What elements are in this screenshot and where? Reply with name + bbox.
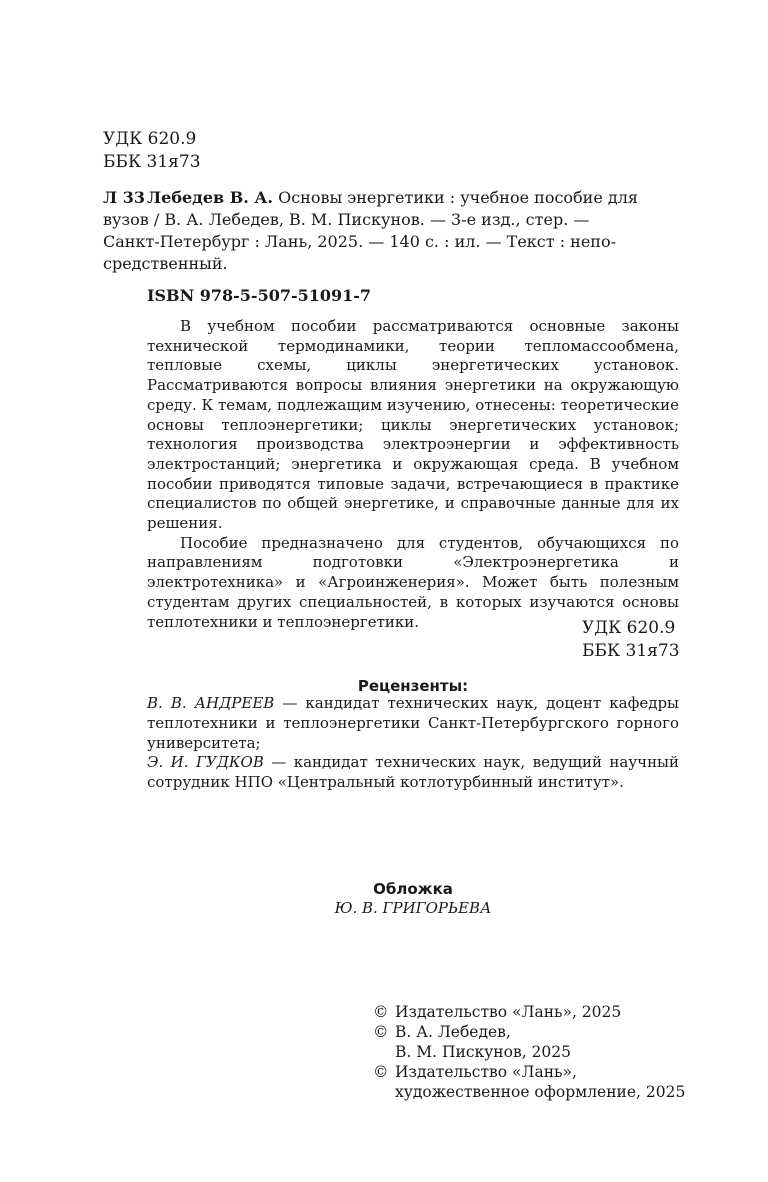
reviewer-2-name: Э. И. ГУДКОВ [147,753,264,772]
copyright-publisher: Издательство «Лань», 2025 [395,1003,622,1021]
author-mark: Л 33 [103,188,145,207]
copyright-line-2 [373,1022,685,1042]
cover-designer: Ю. В. ГРИГОРЬЕВА [334,899,492,917]
copyright-line-5 [373,1082,685,1102]
copyright-author-2: В. М. Пискунов, 2025 [395,1043,571,1061]
cover-heading: Обложка [373,880,453,898]
reviewers-heading: Рецензенты: [357,677,469,695]
copyright-icon: © [373,1063,389,1081]
copyright-icon: © [373,1023,389,1041]
annotation [147,317,679,632]
reviewer-1 [147,694,679,753]
udk-code: УДК 620.9 [103,129,197,149]
copyright-design-note: художественное оформление, 2025 [395,1083,686,1101]
copyright-icon: © [373,1003,389,1021]
classification-codes-top [103,128,201,174]
copyright-line-4 [373,1062,685,1082]
reviewer-1-name: В. В. АНДРЕЕВ [147,694,275,712]
reviewer-2 [147,753,679,793]
copyright-author-1: В. А. Лебедев, [395,1023,511,1041]
annotation-paragraph-1: В учебном пособии рассматриваются основные законы технической термодинамики, теории тепломассообмена, тепловые схемы, циклы энергетических установок. Рассматриваются вопросы влияния энергетики на окружающую среду. К темам, подлежащим изучению, отнесены: теоретические основы теплоэнергетики; циклы энергетических установок; технология производства электроэнергии и эффективность электростанций; энергетика и окружающая среда. В учебном пособии приводятся типовые задачи, встречающиеся в практике специалистов по общей энергетике, и справочные данные для их решения. [147,317,679,533]
title-line-1: Основы энергетики : учебное пособие для [272,188,638,207]
author-heading: Лебедев В. А. [147,188,273,207]
reviewers-list [147,694,679,793]
reviewer-1-details: — кандидат технических наук, доцент кафедры теплотехники и теплоэнергетики Санкт-Петербургского горного университета; [147,694,679,752]
isbn: ISBN 978-5-507-51091-7 [147,286,372,305]
reviewer-2-details: — кандидат технических наук, ведущий научный сотрудник НПО «Центральный котлотурбинный институт». [147,753,679,792]
bbk-code-right: ББК 31я73 [582,641,680,661]
title-line-2: вузов / В. А. Лебедев, В. М. Пискунов. — 3-е изд., стер. — [103,210,590,229]
title-line-3: Санкт-Петербург : Лань, 2025. — 140 с. : ил. — Текст : непо- [103,232,617,251]
title-line-4: средственный. [103,254,228,273]
copyright-line-3 [373,1042,685,1062]
classification-codes-right [582,617,680,663]
copyright-publisher-design: Издательство «Лань», [395,1063,577,1081]
copyright-block [373,1002,685,1102]
bbk-code: ББК 31я73 [103,152,201,172]
bibliographic-record [103,187,683,275]
udk-code-right: УДК 620.9 [582,618,676,638]
annotation-paragraph-2: Пособие предназначено для студентов, обучающихся по направлениям подготовки «Электроэнергетика и электротехника» и «Агроинженерия». Может быть полезным студентам других специальностей, в которых изучаются основы теплотехники и теплоэнергетики. [147,533,679,631]
copyright-line-1 [373,1002,685,1022]
